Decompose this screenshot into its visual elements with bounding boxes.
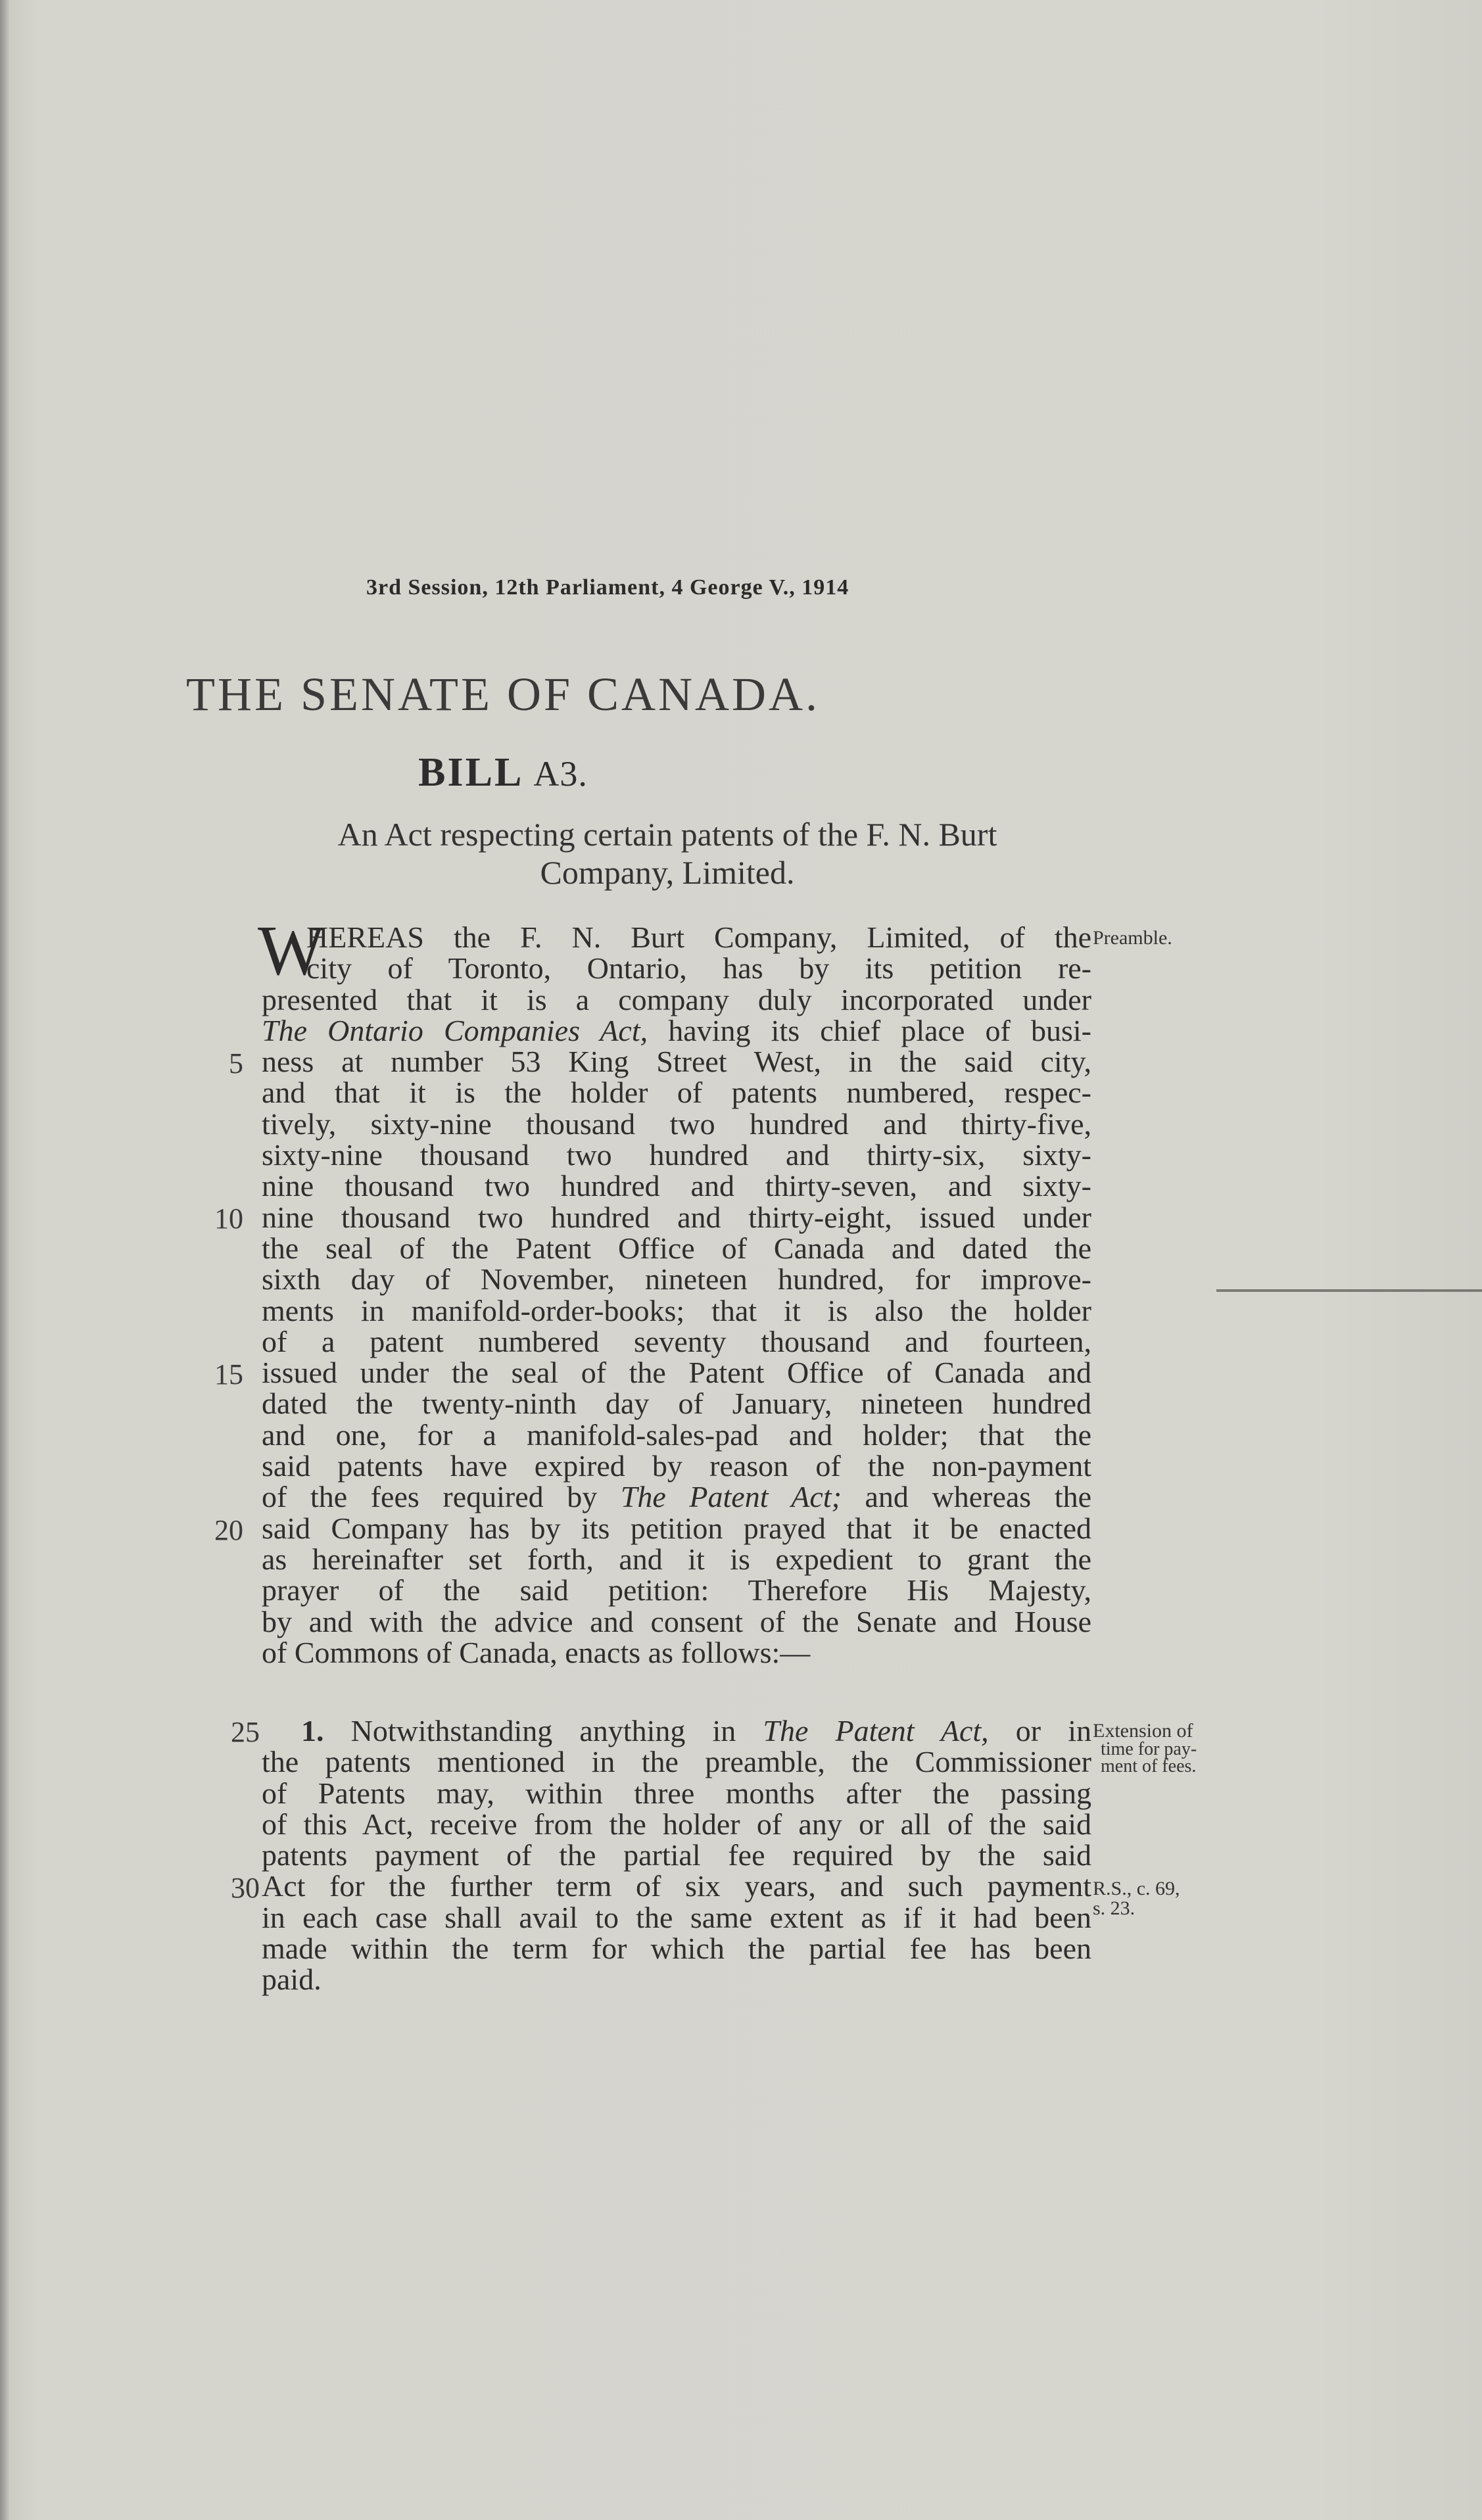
preamble-line: said patents have expired by reason of the non-payment — [262, 1449, 1091, 1483]
senate-heading: THE SENATE OF CANADA. — [186, 668, 820, 721]
italic-act-name: The Patent Act, — [763, 1714, 989, 1747]
margin-note-line: Extension of — [1093, 1720, 1193, 1742]
horizontal-rule — [1216, 1289, 1482, 1292]
section-line: of this Act, receive from the holder of any or all of the said — [262, 1807, 1091, 1841]
act-title — [237, 815, 1098, 892]
act-title-line-1: An Act respecting certain patents of the F. N. Burt — [337, 816, 997, 853]
section-1 — [262, 1715, 1091, 1995]
preamble-line: prayer of the said petition: Therefore His Majesty, — [262, 1573, 1091, 1607]
margin-note-line: ment of fees. — [1101, 1756, 1197, 1776]
margin-note-extension — [1093, 1721, 1197, 1775]
italic-act-name: The Ontario Companies Act, — [262, 1013, 648, 1047]
preamble-line: nine thousand two hundred and thirty-seven, and sixty- — [262, 1169, 1091, 1203]
margin-note-line: R.S., c. 69, — [1093, 1878, 1180, 1899]
margin-note-line: time for pay- — [1101, 1739, 1197, 1759]
line-number-15: 15 — [214, 1358, 243, 1391]
preamble-line: city of Toronto, Ontario, has by its petition re- — [306, 951, 1091, 986]
margin-note-rs — [1093, 1879, 1180, 1918]
section-line: Act for the further term of six years, and such payment — [262, 1869, 1091, 1903]
preamble-text — [262, 922, 1091, 1668]
preamble-line: issued under the seal of the Patent Office of Canada and — [262, 1356, 1091, 1390]
line-number-10: 10 — [214, 1202, 243, 1235]
section-line: in each case shall avail to the same extent as if it had been — [262, 1900, 1091, 1934]
preamble-line: of Commons of Canada, enacts as follows:— — [262, 1635, 811, 1669]
preamble-line: and one, for a manifold-sales-pad and holder; that the — [262, 1417, 1091, 1452]
page-left-edge — [0, 0, 9, 2520]
margin-note-preamble: Preamble. — [1093, 927, 1172, 949]
preamble-line: presented that it is a company duly incorporated under — [262, 982, 1091, 1016]
preamble-line: of the fees required by The Patent Act; and whereas the — [262, 1480, 1091, 1514]
preamble-line: the seal of the Patent Office of Canada and dated the — [262, 1231, 1091, 1265]
section-line: the patents mentioned in the preamble, the Commissioner — [262, 1745, 1091, 1779]
preamble-line: said Company has by its petition prayed that it be enacted — [262, 1511, 1091, 1545]
bill-heading — [0, 749, 1006, 796]
preamble-line: sixty-nine thousand two hundred and thirty-six, sixty- — [262, 1138, 1091, 1172]
margin-note-line: s. 23. — [1093, 1897, 1135, 1919]
line-number-20: 20 — [214, 1514, 243, 1546]
italic-act-name: The Patent Act; — [620, 1480, 842, 1514]
bill-label: BILL — [418, 750, 521, 795]
preamble-line: of a patent numbered seventy thousand and fourteen, — [262, 1324, 1091, 1358]
bill-number: A3. — [533, 754, 588, 794]
session-line: 3rd Session, 12th Parliament, 4 George V., 1914 — [366, 575, 849, 600]
preamble-line: HEREAS the F. N. Burt Company, Limited, of the — [306, 920, 1091, 954]
section-line: paid. — [262, 1962, 322, 1997]
preamble-line: tively, sixty-nine thousand two hundred and thirty-five, — [262, 1106, 1091, 1141]
section-line: 1. Notwithstanding anything in The Patent Act, or in — [301, 1714, 1092, 1747]
line-number-30: 30 — [231, 1872, 260, 1904]
act-title-line-2: Company, Limited. — [540, 854, 795, 891]
preamble-line: ments in manifold-order-books; that it is also the holder — [262, 1293, 1091, 1327]
line-number-5: 5 — [229, 1047, 243, 1080]
line-number-25: 25 — [231, 1716, 260, 1748]
preamble-line: nine thousand two hundred and thirty-eight, issued under — [262, 1200, 1091, 1234]
dropcap: W — [258, 912, 325, 990]
preamble-line: sixth day of November, nineteen hundred, for improve- — [262, 1262, 1091, 1296]
preamble-line: by and with the advice and consent of the Senate and House — [262, 1604, 1091, 1638]
section-number: 1. — [301, 1714, 324, 1747]
preamble-line: ness at number 53 King Street West, in the said city, — [262, 1045, 1091, 1079]
preamble-line: dated the twenty-ninth day of January, nineteen hundred — [262, 1387, 1091, 1421]
preamble-line: and that it is the holder of patents numbered, respec- — [262, 1076, 1091, 1110]
section-line: made within the term for which the partial fee has been — [262, 1932, 1091, 1966]
preamble-line: The Ontario Companies Act, having its chief place of busi- — [262, 1013, 1091, 1047]
preamble-line: as hereinafter set forth, and it is expedient to grant the — [262, 1542, 1091, 1576]
section-line: of Patents may, within three months after the passing — [262, 1776, 1091, 1810]
section-line: patents payment of the partial fee required by the said — [262, 1838, 1091, 1872]
